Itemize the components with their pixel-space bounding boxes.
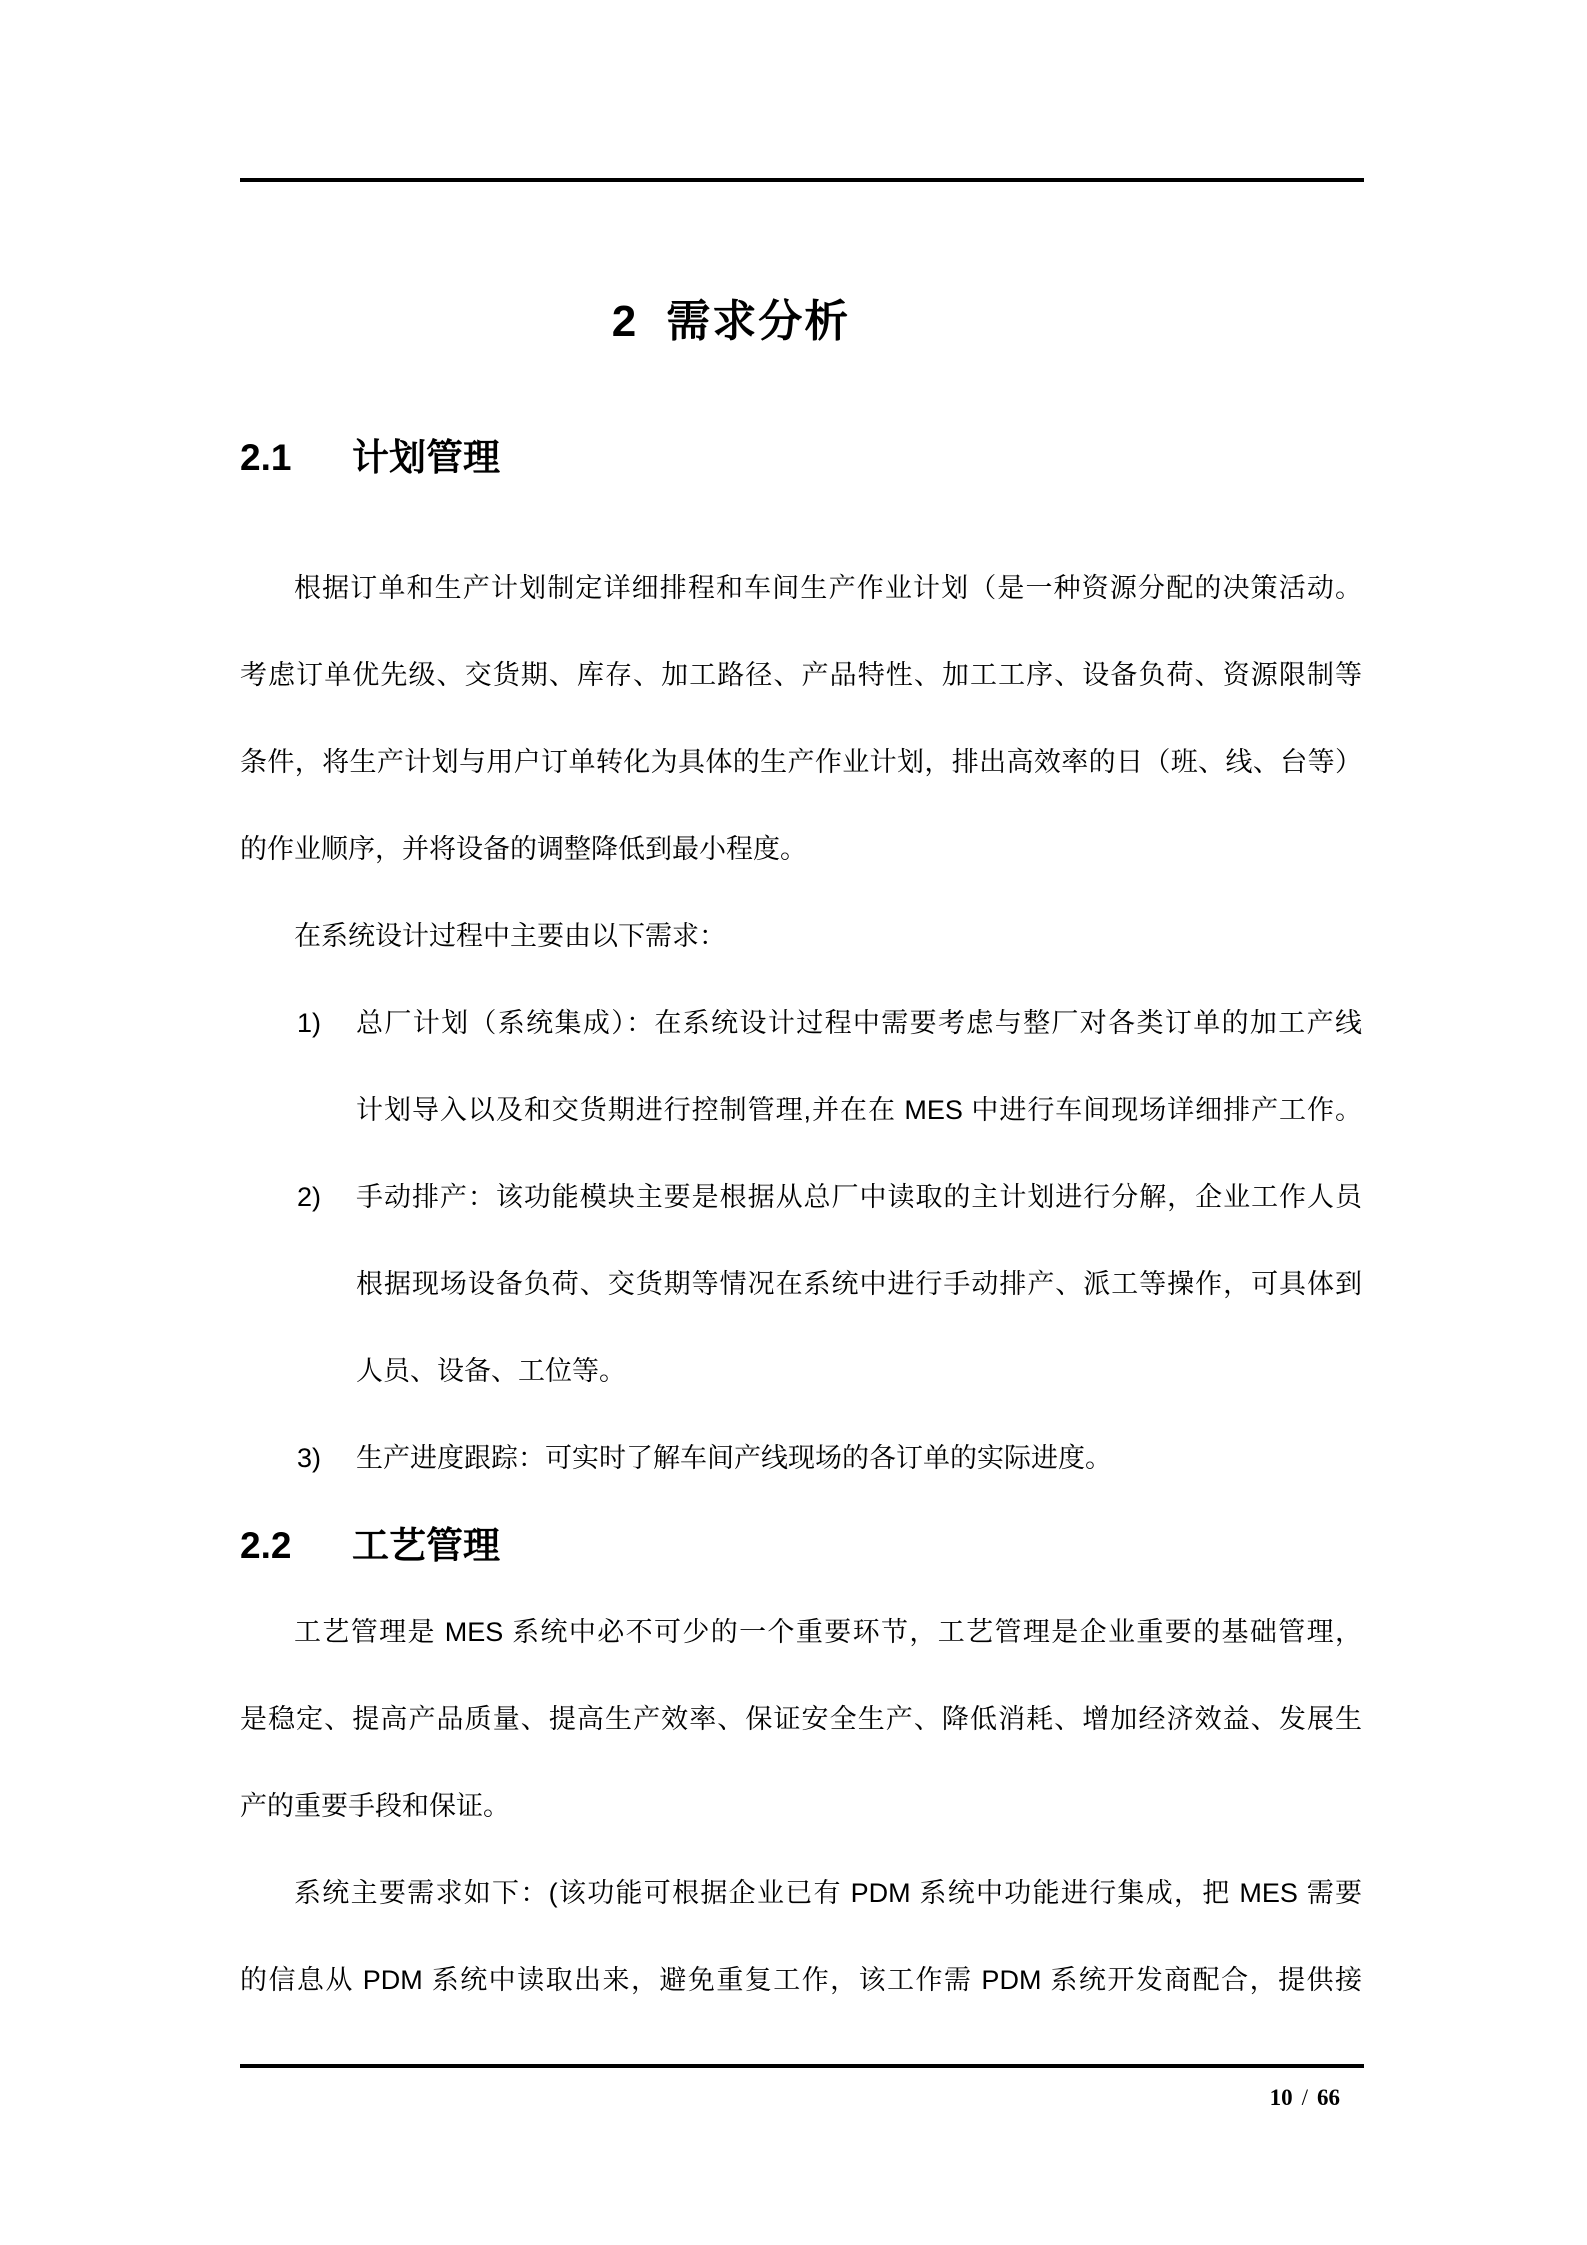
list-marker: 3) xyxy=(297,1443,322,1473)
list-item-line xyxy=(297,1415,1362,1502)
page-number xyxy=(240,2072,1364,2124)
list-item-line: 人员、设备、工位等。 xyxy=(356,1356,626,1386)
paragraph-line: 的信息从 PDM 系统中读取出来，避免重复工作，该工作需 PDM 系统开发商配合，提供接 xyxy=(240,1965,1362,1995)
paragraph-line: 工艺管理是 MES 系统中必不可少的一个重要环节，工艺管理是企业重要的基础管理， xyxy=(294,1617,1362,1647)
chapter-title xyxy=(170,278,1292,365)
paragraph-line: 是稳定、提高产品质量、提高生产效率、保证安全生产、降低消耗、增加经济效益、发展生 xyxy=(240,1704,1362,1734)
list-marker: 1) xyxy=(297,1008,322,1038)
paragraph-line: 考虑订单优先级、交货期、库存、加工路径、产品特性、加工工序、设备负荷、资源限制等 xyxy=(240,660,1362,690)
paragraph-line: 系统主要需求如下：(该功能可根据企业已有 PDM 系统中功能进行集成，把 MES 需要 xyxy=(294,1878,1362,1908)
list-marker: 2) xyxy=(297,1182,322,1212)
paragraph-line: 产的重要手段和保证。 xyxy=(240,1791,510,1821)
paragraph-line: 在系统设计过程中主要由以下需求： xyxy=(294,921,726,951)
section-2-2-number: 2.2 xyxy=(240,1525,292,1566)
list-item-line xyxy=(297,980,1362,1067)
paragraph-line: 根据订单和生产计划制定详细排程和车间生产作业计划（是一种资源分配的决策活动。 xyxy=(294,573,1362,603)
paragraph-line: 的作业顺序，并将设备的调整降低到最小程度。 xyxy=(240,834,807,864)
paragraph-line: 条件，将生产计划与用户订单转化为具体的生产作业计划，排出高效率的日（班、线、台等） xyxy=(240,747,1362,777)
section-heading-2-2 xyxy=(240,1502,1362,1589)
section-heading-2-1 xyxy=(240,414,1362,501)
list-item-line: 根据现场设备负荷、交货期等情况在系统中进行手动排产、派工等操作，可具体到 xyxy=(356,1269,1362,1299)
list-item-line xyxy=(297,1154,1362,1241)
section-2-1-title: 计划管理 xyxy=(352,437,500,478)
page-separator: / xyxy=(1301,2085,1308,2110)
list-item-text: 生产进度跟踪：可实时了解车间产线现场的各订单的实际进度。 xyxy=(356,1443,1112,1473)
list-item-line: 计划导入以及和交货期进行控制管理,并在在 MES 中进行车间现场详细排产工作。 xyxy=(356,1095,1362,1125)
list-item-text: 总厂计划（系统集成）：在系统设计过程中需要考虑与整厂对各类订单的加工产线 xyxy=(356,1008,1362,1038)
footer-rule xyxy=(240,2064,1364,2068)
section-2-1-number: 2.1 xyxy=(240,437,292,478)
list-item-text: 手动排产：该功能模块主要是根据从总厂中读取的主计划进行分解，企业工作人员 xyxy=(356,1182,1362,1212)
page-total: 66 xyxy=(1317,2085,1340,2110)
chapter-number: 2 xyxy=(611,297,637,346)
chapter-title-text: 需求分析 xyxy=(666,297,851,346)
page-content xyxy=(240,182,1362,2024)
body-text xyxy=(240,545,1362,2024)
page-current: 10 xyxy=(1269,2085,1293,2110)
section-2-2-title: 工艺管理 xyxy=(352,1525,500,1566)
